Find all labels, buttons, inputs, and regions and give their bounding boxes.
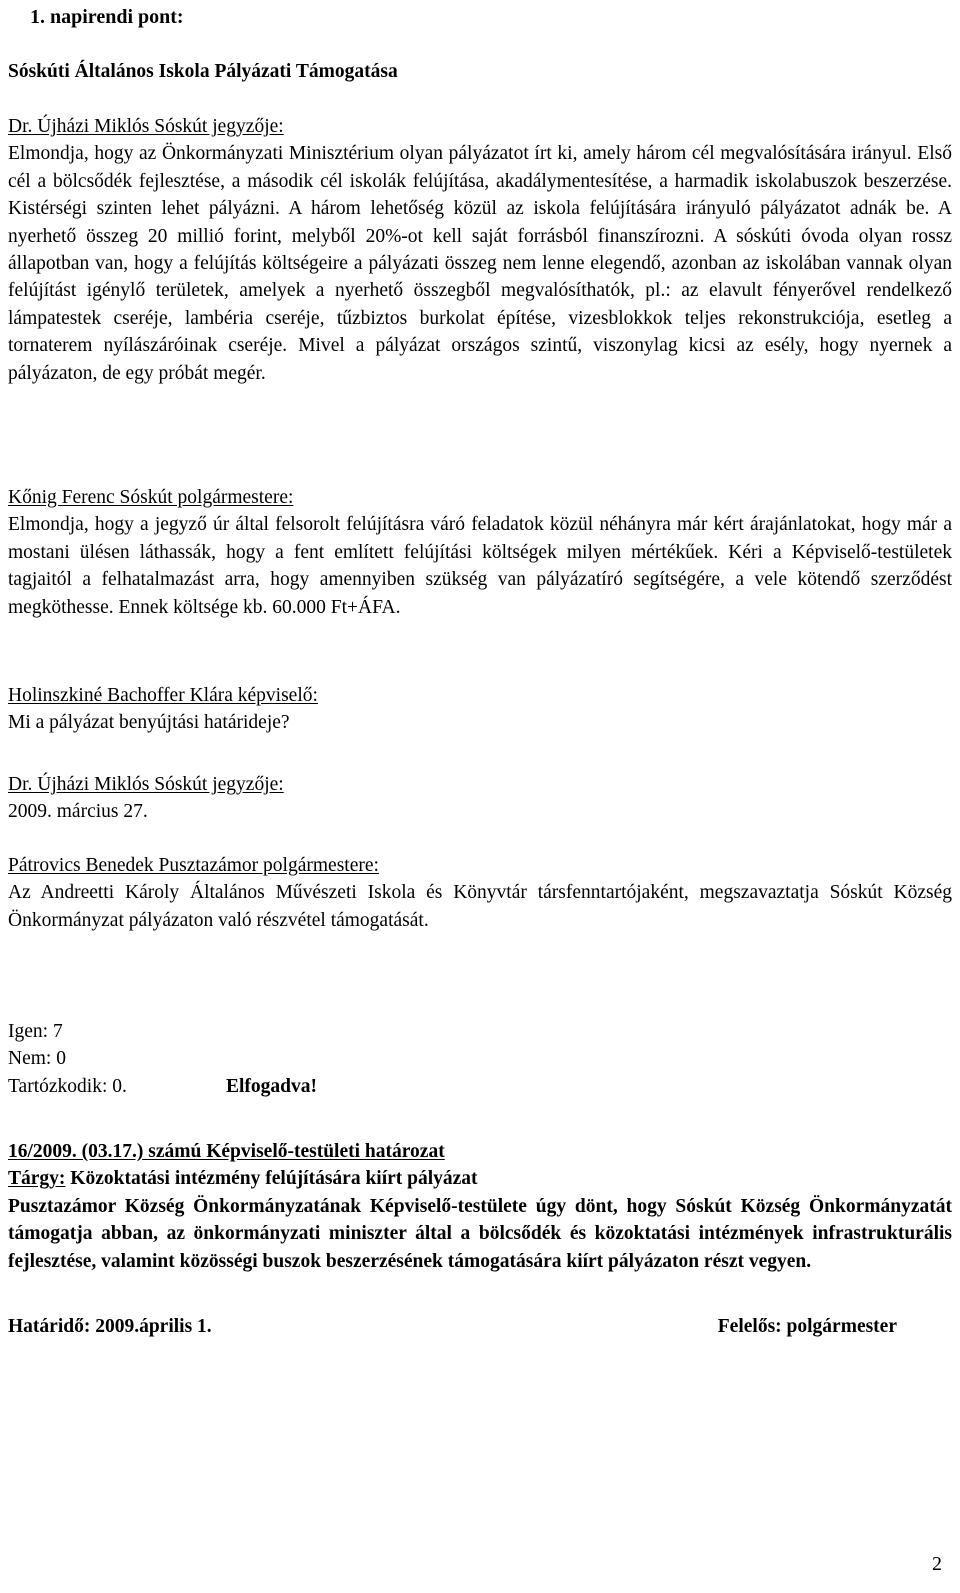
resolution-title-rest: számú Képviselő-testületi határozat bbox=[143, 1141, 445, 1162]
vote-abstain: Tartózkodik: 0. bbox=[8, 1075, 127, 1097]
vote-yes: Igen: 7 bbox=[8, 1021, 63, 1042]
speech-text: Az Andreetti Károly Általános Művészeti Iskola és Könyvtár társfenntartójaként, megszavaztatja Sóskút Község Önkormányzat pályázaton való részvétel támogatását. bbox=[8, 882, 952, 931]
responsible: Felelős: polgármester bbox=[717, 1316, 897, 1337]
resolution-title bbox=[8, 1138, 952, 1165]
speaker-name: Holinszkiné Bachoffer Klára képviselő: bbox=[8, 685, 318, 706]
speaker-name: Dr. Újházi Miklós Sóskút jegyzője: bbox=[8, 774, 284, 795]
speech-text: Elmondja, hogy az Önkormányzati Minisztérium olyan pályázatot írt ki, amely három cél megvalósítására irányul. Első cél a bölcsődék fejlesztése, a második cél iskolák felújítása, akadálymentesítése, a harmadik iskolabuszok beszerzése. Kistérségi szinten lehet pályázni. A három lehetőség közül az iskola felújítására irányuló pályázatot adnák be. A nyerhető összeg 20 millió forint, melyből 20%-ot kell saját forrásból finanszírozni. A sóskúti óvoda olyan rossz állapotban van, hogy a felújítás költségeire a pályázati összeg nem lenne elegendő, azonban az iskolában vannak olyan felújítást igénylő területek, amelyek a nyerhető összegből megvalósíthatók, pl.: az elavult fényerővel rendelkező lámpatestek cseréje, lambéria cseréje, tűzbiztos burkolat építése, vizesblokkok teljes rekonstrukciója, esetleg a tornaterem nyílászáróinak cseréje. Mivel a pályázat országos szintű, viszonylag kicsi az esély, hogy nyernek a pályázaton, de egy próbát megér. bbox=[8, 143, 952, 384]
speech-text: Elmondja, hogy a jegyző úr által felsorolt felújításra váró feladatok közül néhányra már kért árajánlatokat, hogy már a mostani ülésen láthassák, hogy a fent említett felújítási költségek milyen mértékűek. Kéri a Képviselő-testületek tagjaitól a felhatalmazást arra, hogy amennyiben szükség van pályázatíró segítségére, a vele kötendő szerződést megköthesse. Ennek költsége kb. 60.000 Ft+ÁFA. bbox=[8, 514, 952, 618]
vote-result: Elfogadva! bbox=[226, 1075, 318, 1097]
subject-label: Tárgy: bbox=[8, 1168, 66, 1190]
speaker-name: Dr. Újházi Miklós Sóskút jegyzője: bbox=[8, 116, 284, 137]
deadline: Határidő: 2009.április 1. bbox=[8, 1316, 212, 1337]
resolution-number: 16/2009. (03.17.) bbox=[8, 1141, 144, 1162]
speech-text: Mi a pályázat benyújtási határideje? bbox=[8, 712, 290, 734]
speech-block-representative bbox=[8, 682, 952, 737]
resolution-block bbox=[8, 1138, 952, 1275]
resolution-text: Pusztazámor Község Önkormányzatának Képviselő-testülete úgy dönt, hogy Sóskút Község Önkormányzatát támogatja abban, az önkormányzati miniszter által a bölcsődék és közoktatási intézmények infrastrukturális fejlesztése, valamint közösségi buszok beszerzésének támogatására kiírt pályázaton részt vegyen. bbox=[8, 1195, 952, 1272]
topic-title: Sóskúti Általános Iskola Pályázati Támogatása bbox=[8, 61, 398, 82]
speaker-name: Kőnig Ferenc Sóskút polgármestere: bbox=[8, 487, 294, 508]
speech-block-notary bbox=[8, 113, 952, 387]
agenda-heading: 1. napirendi pont: bbox=[30, 6, 184, 28]
vote-abstain-row bbox=[8, 1073, 952, 1100]
resolution-subject bbox=[8, 1165, 952, 1192]
page-number: 2 bbox=[932, 1553, 942, 1575]
vote-results bbox=[8, 1018, 952, 1100]
subject-text: Közoktatási intézmény felújítására kiírt pályázat bbox=[65, 1168, 478, 1190]
speech-block-mayor-soskut bbox=[8, 484, 952, 621]
speaker-name: Pátrovics Benedek Pusztazámor polgármestere: bbox=[8, 855, 379, 876]
resolution-footer bbox=[8, 1313, 952, 1340]
speech-block-mayor-pusztazamor bbox=[8, 852, 952, 934]
speech-text: 2009. március 27. bbox=[8, 801, 148, 823]
vote-no: Nem: 0 bbox=[8, 1048, 66, 1070]
speech-block-notary-answer bbox=[8, 771, 952, 826]
